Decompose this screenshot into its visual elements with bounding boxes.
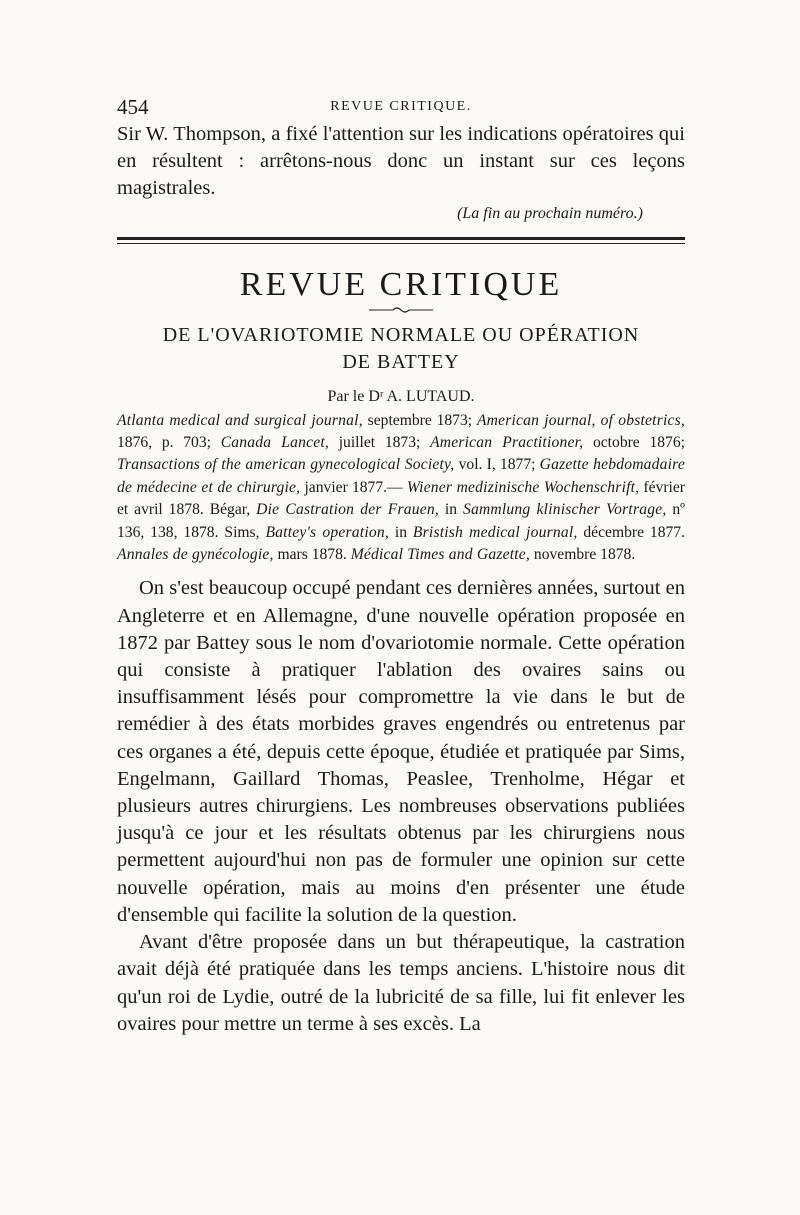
- ref-detail: in: [388, 523, 413, 541]
- separator-rule-thick: [117, 237, 685, 240]
- running-head: [117, 95, 685, 121]
- ref-title: Bristish medical journal,: [412, 523, 578, 541]
- ref-title: American Practitioner,: [430, 434, 584, 452]
- ref-detail: nº 136, 138, 1878. Sims,: [117, 501, 685, 541]
- ref-title: Die Castration der Frauen,: [256, 501, 439, 519]
- ref-title: Transactions of the american gynecological Society,: [117, 456, 455, 474]
- ornament-divider: [369, 306, 433, 314]
- subtitle-line-1: DE L'OVARIOTOMIE NORMALE OU OPÉRATION: [162, 323, 640, 346]
- ref-detail: octobre 1876;: [583, 434, 685, 452]
- ref-title: American journal, of obstetrics,: [476, 411, 685, 429]
- ref-title: Médical Times and Gazette,: [350, 546, 530, 564]
- ref-title: Canada Lancet,: [220, 434, 329, 452]
- body-paragraph-2: Avant d'être proposée dans un but thérapeutique, la castration avait déjà été pratiquée dans les temps anciens. L'histoire nous dit qu'un roi de Lydie, outré de la lubricité de sa fille, lui fit enlever les ovaires pour mettre un terme à ses excès. La: [117, 931, 685, 1035]
- ref-title: Battey's operation,: [265, 523, 389, 541]
- subtitle-line-2: DE BATTEY: [342, 350, 460, 373]
- article-title: REVUE CRITIQUE: [239, 265, 563, 303]
- ref-detail: novembre 1878.: [530, 546, 636, 564]
- ref-detail: juillet 1873;: [328, 434, 431, 452]
- running-head-title: REVUE CRITIQUE.: [330, 99, 472, 114]
- ref-detail: février et avril 1878. Bégar,: [117, 478, 686, 519]
- ref-detail: décembre 1877.: [577, 523, 685, 541]
- ref-detail: in: [438, 501, 463, 519]
- ref-detail: mars 1878.: [273, 546, 351, 564]
- ref-detail: vol. I, 1877;: [454, 456, 540, 474]
- references-block: [117, 410, 685, 567]
- ref-detail: janvier 1877.—: [300, 478, 407, 496]
- ref-title: Sammlung klinischer Vortrage,: [462, 501, 667, 519]
- body-paragraph-1: On s'est beaucoup occupé pendant ces dernières années, surtout en Angleterre et en Allemagne, d'une nouvelle opération proposée en 1872 par Battey sous le nom d'ovariotomie normale. Cette opération qui consiste à pratiquer l'ablation des ovaires sains ou insuffisamment lésés pour compromettre la vie dans le but de remédier à des états morbides graves engendrés ou entretenus par ces organes a été, depuis cette époque, étudiée et pratiquée par Sims, Engelmann, Gaillard Thomas, Peaslee, Trenholme, Hégar et plusieurs autres chirurgiens. Les nombreuses observations publiées jusqu'à ce jour et les résultats obtenus par les chirurgiens nous permettent aujourd'hui non pas de formuler une opinion sur cette nouvelle opération, mais au moins d'en présenter une étude d'ensemble qui facilite la solution de la question.: [117, 577, 685, 926]
- page: [117, 95, 685, 1038]
- signoff: (La fin au prochain numéro.): [457, 204, 643, 222]
- intro-paragraph: Sir W. Thompson, a fixé l'attention sur les indications opératoires qui en résultent : arrêtons-nous donc un instant sur ces leçons magistrales.: [117, 123, 685, 200]
- separator-rule-thin: [117, 243, 685, 244]
- author-byline: Par le Dʳ A. LUTAUD.: [327, 387, 475, 405]
- ref-detail: 1876, p. 703;: [117, 434, 221, 452]
- ref-title: Wiener medizinische Wochenschrift,: [406, 478, 640, 496]
- article-subtitle: [117, 322, 685, 376]
- ref-title: Atlanta medical and surgical journal,: [117, 411, 363, 429]
- ref-detail: septembre 1873;: [362, 411, 477, 429]
- ref-title: Annales de gynécologie,: [117, 546, 274, 564]
- ref-title: Gazette hebdomadaire de médecine et de chirurgie,: [117, 456, 685, 496]
- page-number: 454: [117, 95, 149, 119]
